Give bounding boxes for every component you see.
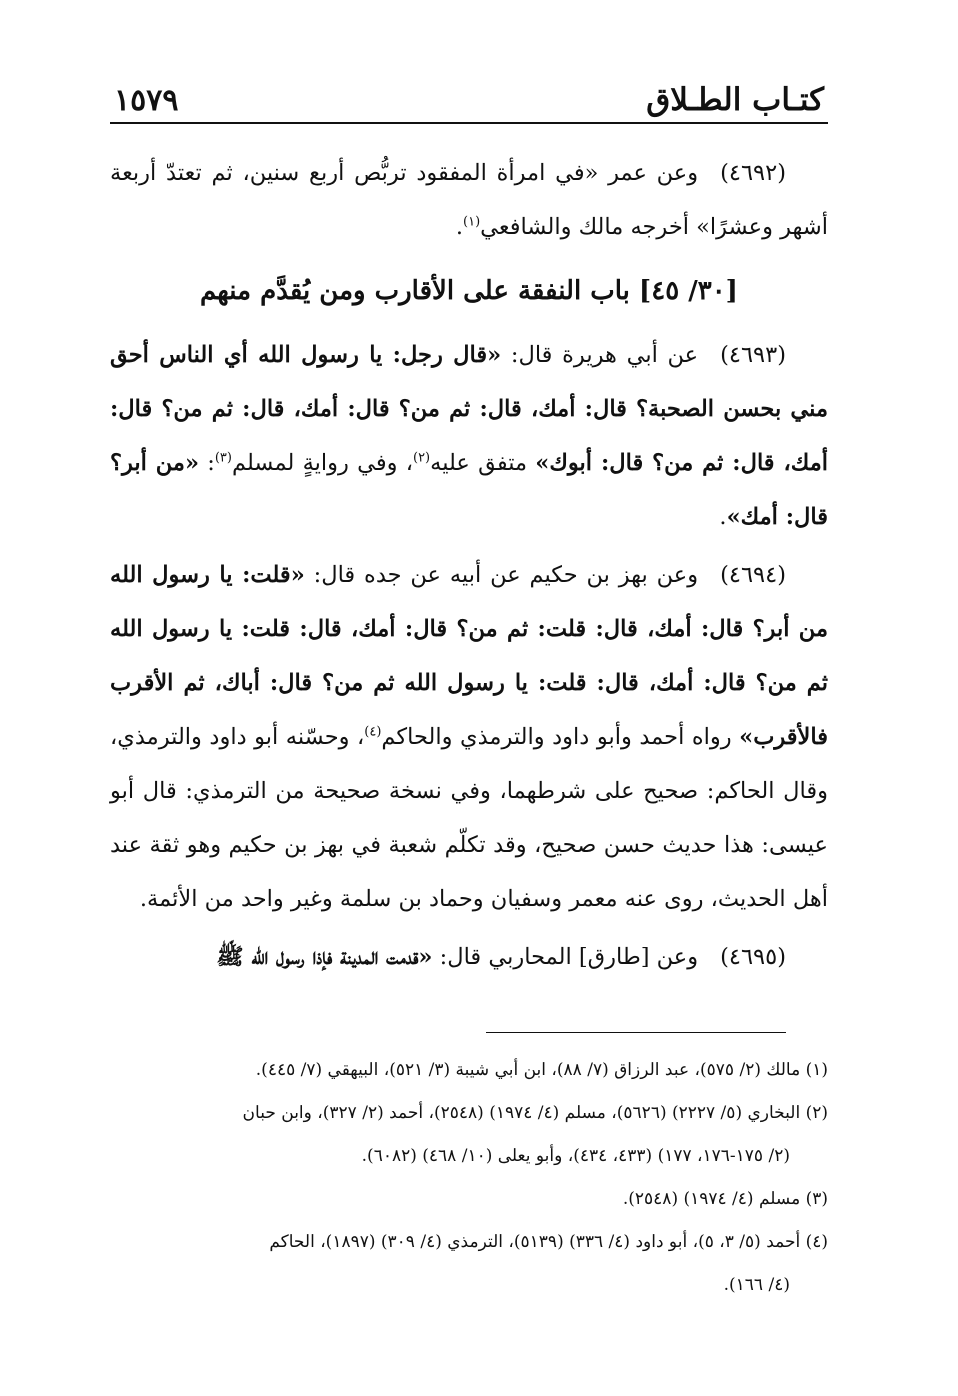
hadith-intro: وعن [طارق] المحاربي قال:: [432, 944, 699, 970]
hadith-number: (٤٦٩٣): [720, 342, 786, 368]
hadith-intro: عن أبي هريرة قال:: [501, 342, 699, 368]
footnote-divider: [486, 1032, 786, 1033]
page-number: ١٥٧٩: [114, 83, 179, 118]
chapter-heading: [٣٠/ ٤٥] باب النفقة على الأقارب ومن يُقدَّم منهم: [200, 276, 738, 306]
footnote-3: (٣) مسلم (٤/ ١٩٧٤) (٢٥٤٨).: [622, 1189, 828, 1209]
hadith-commentary: ، وحسّنه أبو داود والترمذي، وقال الحاكم: صحيح على شرطهما، وفي نسخة صحيحة من الترمذي: قال أبو عيسى: هذا حديث حسن صحيح، وقد تكلّم شعبة في بهز بن حكيم وهو ثقة عند أهل الحديث، روى عنه معمر وسفيان وحماد بن سلمة وغير واحد من الأئمة.: [110, 724, 828, 912]
footnote-2-continuation: (٢/ ١٧٥-١٧٦، ١٧٧) (٤٣٣، ٤٣٤)، وأبو يعلى (١٠/ ٤٦٨) (٦٠٨٢).: [361, 1146, 790, 1166]
sentence-end: .: [455, 214, 464, 240]
hadith-matn: «من أبر؟ قال: أمك»: [110, 450, 828, 530]
hadith-text: وعن عمر «في امرأة المفقود تربُّص أربع سنين، ثم تعتدّ أربعة أشهر وعشرًا» أخرجه مالك والشافعي: [110, 160, 828, 240]
hadith-matn: «قال رجل: يا رسول الله أي الناس أحق مني بحسن الصحبة؟ قال: أمك، قال: ثم من؟ قال: أمك، قال: ثم من؟ قال: أمك، قال: ثم من؟ قال: أبوك»: [110, 342, 828, 476]
page-header: [110, 70, 828, 124]
footnote-4: (٤) أحمد (٥/ ٣، ٥)، أبو داود (٤/ ٣٣٦) (٥١٣٩)، الترمذي (٤/ ٣٠٩) (١٨٩٧)، الحاكم: [269, 1232, 828, 1252]
footnotes: [110, 1049, 828, 1307]
running-title: كتـاب الطـلاق: [646, 82, 824, 118]
footnote-1: (١) مالك (٢/ ٥٧٥)، عبد الرزاق (٧/ ٨٨)، ابن أبي شيبة (٣/ ٥٢١)، البيهقي (٧/ ٤٤٥).: [255, 1060, 828, 1080]
footnote-2: (٢) البخاري (٥/ ٢٢٢٧) (٥٦٢٦)، مسلم (٤/ ١٩٧٤) (٢٥٤٨)، أحمد (٢/ ٣٢٧)، وابن حبان: [242, 1103, 828, 1123]
footnote-ref: (٢): [412, 450, 431, 466]
hadith-matn: «قدمت المدينة فإذا رسول الله ﷺ: [216, 944, 433, 970]
hadith-matn: «قلت: يا رسول الله من أبر؟ قال: أمك، قال: قلت: ثم من؟ قال: أمك، قال: قلت: يا رسول الله ثم من؟ قال: أمك، قال: قلت: يا رسول الله ثم من؟ قال: أباك، ثم الأقرب فالأقرب»: [110, 562, 828, 750]
main-text: [110, 146, 828, 984]
hadith-4692: [110, 146, 828, 254]
hadith-number: (٤٦٩٥): [720, 944, 786, 970]
hadith-number: (٤٦٩٢): [720, 160, 786, 186]
book-page: [110, 70, 828, 1307]
footnote-ref: (٤): [364, 724, 382, 740]
hadith-4694: [110, 548, 828, 926]
sentence-end: .: [719, 504, 727, 530]
hadith-source: رواه أحمد وأبو داود والترمذي والحاكم: [381, 724, 740, 750]
hadith-4693: [110, 328, 828, 544]
hadith-number: (٤٦٩٤): [720, 562, 787, 588]
hadith-4695: [110, 930, 828, 984]
footnote-4-continuation: (٤/ ١٦٦).: [723, 1275, 790, 1295]
hadith-source: :: [199, 450, 215, 476]
footnote-ref: (٣): [214, 450, 232, 466]
hadith-source: ، وفي روايةٍ لمسلم: [231, 450, 413, 476]
hadith-source: متفق عليه: [430, 450, 536, 476]
footnote-ref: (١): [463, 214, 481, 230]
hadith-intro: وعن بهز بن حكيم عن أبيه عن جده قال:: [304, 562, 699, 588]
